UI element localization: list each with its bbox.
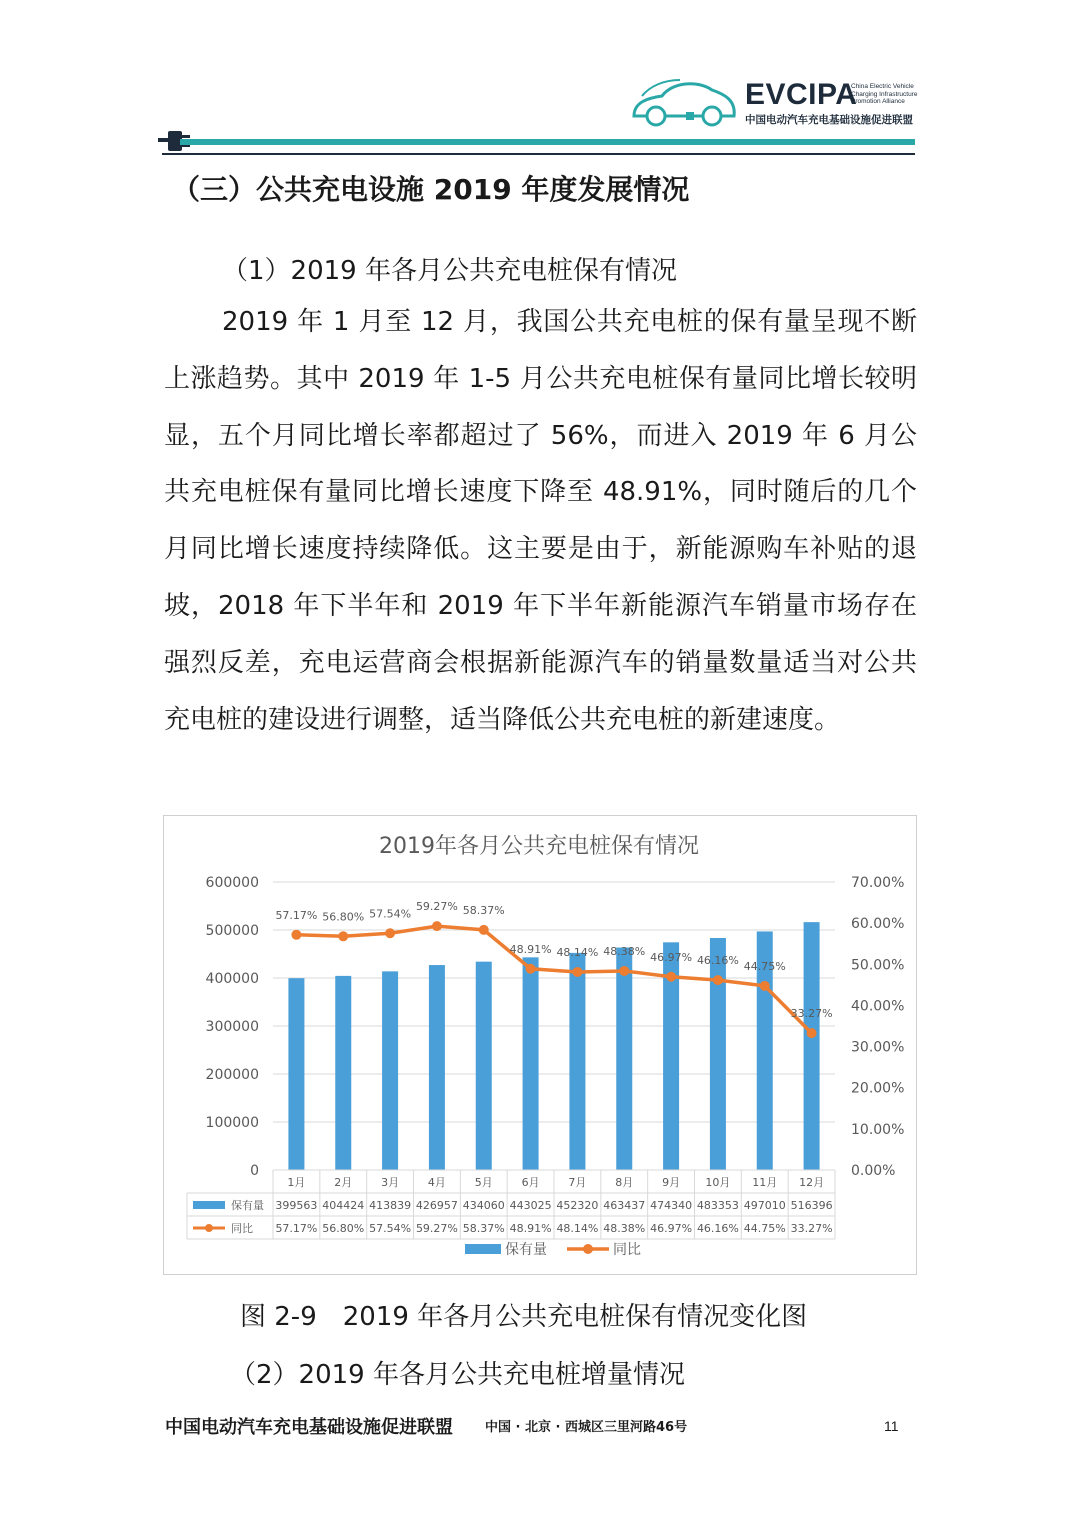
left-axis-tick-label: 100000 bbox=[205, 1115, 259, 1131]
header-teal-bar bbox=[180, 139, 915, 145]
table-cell: 57.54% bbox=[369, 1222, 412, 1235]
logo-english-subtitle: China Electric Vehicle Charging Infrastructure Promotion Alliance bbox=[851, 83, 918, 105]
table-cell: 46.16% bbox=[696, 1222, 739, 1235]
yoy-data-label: 48.14% bbox=[556, 945, 599, 959]
yoy-point bbox=[526, 964, 536, 974]
right-axis-tick-label: 50.00% bbox=[851, 957, 905, 974]
bar bbox=[569, 953, 585, 1170]
legend-key-point bbox=[583, 1244, 593, 1254]
right-axis-tick-label: 0.00% bbox=[851, 1163, 896, 1179]
section-title: （三）公共充电设施 2019 年度发展情况 bbox=[172, 173, 690, 206]
yoy-point bbox=[432, 921, 442, 931]
table-cell: 404424 bbox=[322, 1199, 365, 1212]
category-label: 10月 bbox=[705, 1176, 731, 1189]
bar bbox=[616, 948, 632, 1170]
bar bbox=[335, 976, 351, 1170]
left-axis-tick-label: 300000 bbox=[205, 1019, 259, 1035]
yoy-point bbox=[666, 972, 676, 982]
category-label: 8月 bbox=[615, 1176, 634, 1189]
yoy-point bbox=[807, 1028, 817, 1038]
page-number: 11 bbox=[884, 1418, 899, 1434]
subsection-title-2: （2）2019 年各月公共充电桩增量情况 bbox=[230, 1360, 685, 1390]
logo-chinese-name: 中国电动汽车充电基础设施促进联盟 bbox=[745, 114, 913, 126]
table-cell: 59.27% bbox=[415, 1222, 458, 1235]
yoy-data-label: 48.91% bbox=[509, 942, 552, 956]
yoy-point bbox=[760, 981, 770, 991]
table-cell: 56.80% bbox=[322, 1222, 365, 1235]
figure-caption: 图 2-9 2019 年各月公共充电桩保有情况变化图 bbox=[240, 1302, 808, 1332]
footer-address: 中国 · 北京 · 西城区三里河路46号 bbox=[485, 1420, 688, 1435]
left-axis-tick-label: 200000 bbox=[205, 1067, 259, 1083]
table-cell: 483353 bbox=[696, 1199, 739, 1212]
yoy-point bbox=[713, 975, 723, 985]
category-label: 4月 bbox=[427, 1176, 446, 1189]
table-cell: 443025 bbox=[509, 1199, 552, 1212]
category-label: 9月 bbox=[662, 1176, 681, 1189]
right-axis-tick-label: 20.00% bbox=[851, 1080, 905, 1097]
table-cell: 33.27% bbox=[790, 1222, 833, 1235]
yoy-point bbox=[385, 928, 395, 938]
table-cell: 46.97% bbox=[650, 1222, 693, 1235]
left-axis-tick-label: 500000 bbox=[205, 923, 259, 939]
combo-chart bbox=[163, 815, 915, 1273]
table-cell: 48.14% bbox=[556, 1222, 599, 1235]
yoy-data-label: 48.38% bbox=[603, 944, 646, 958]
yoy-data-label: 59.27% bbox=[415, 900, 458, 914]
footer-organization: 中国电动汽车充电基础设施促进联盟 bbox=[165, 1417, 453, 1438]
category-label: 3月 bbox=[381, 1176, 400, 1189]
yoy-point bbox=[572, 967, 582, 977]
yoy-data-label: 46.16% bbox=[696, 954, 739, 968]
table-cell: 57.17% bbox=[275, 1222, 318, 1235]
yoy-line bbox=[296, 926, 811, 1033]
legend-label: 同比 bbox=[613, 1242, 641, 1258]
yoy-data-label: 33.27% bbox=[790, 1007, 833, 1021]
left-axis-tick-label: 0 bbox=[250, 1163, 259, 1179]
table-row-label: 保有量 bbox=[231, 1199, 264, 1212]
table-row-label: 同比 bbox=[231, 1222, 253, 1235]
table-cell: 48.91% bbox=[509, 1222, 552, 1235]
category-label: 12月 bbox=[799, 1176, 825, 1189]
right-axis-tick-label: 10.00% bbox=[851, 1121, 905, 1138]
table-key-point bbox=[205, 1224, 213, 1232]
table-cell: 413839 bbox=[369, 1199, 412, 1212]
bar bbox=[476, 962, 492, 1170]
yoy-point bbox=[479, 925, 489, 935]
table-cell: 58.37% bbox=[462, 1222, 505, 1235]
yoy-point bbox=[619, 966, 629, 976]
yoy-data-label: 56.80% bbox=[322, 910, 365, 924]
bar bbox=[804, 922, 820, 1170]
legend-label: 保有量 bbox=[505, 1242, 547, 1258]
bar bbox=[382, 971, 398, 1170]
yoy-data-label: 44.75% bbox=[743, 959, 786, 973]
header-rule bbox=[162, 153, 915, 155]
evcipa-car-logo bbox=[628, 72, 740, 130]
subsection-title-1: （1）2019 年各月公共充电桩保有情况 bbox=[222, 256, 677, 286]
table-cell: 474340 bbox=[650, 1199, 693, 1212]
yoy-data-label: 57.17% bbox=[275, 908, 318, 922]
category-label: 5月 bbox=[474, 1176, 493, 1189]
yoy-data-label: 57.54% bbox=[369, 907, 412, 921]
table-cell: 434060 bbox=[462, 1199, 505, 1212]
category-label: 11月 bbox=[752, 1176, 778, 1189]
yoy-data-label: 58.37% bbox=[462, 903, 505, 917]
bar bbox=[288, 978, 304, 1170]
left-axis-tick-label: 600000 bbox=[205, 875, 259, 891]
table-cell: 426957 bbox=[415, 1199, 458, 1212]
table-cell: 463437 bbox=[603, 1199, 646, 1212]
table-key-bar bbox=[193, 1201, 225, 1209]
bar bbox=[710, 938, 726, 1170]
category-label: 1月 bbox=[287, 1176, 306, 1189]
yoy-data-label: 46.97% bbox=[650, 950, 693, 964]
yoy-point bbox=[291, 930, 301, 940]
table-cell: 452320 bbox=[556, 1199, 599, 1212]
right-axis-tick-label: 60.00% bbox=[851, 916, 905, 933]
right-axis-tick-label: 30.00% bbox=[851, 1039, 905, 1056]
bar bbox=[523, 957, 539, 1170]
right-axis-tick-label: 40.00% bbox=[851, 998, 905, 1015]
table-cell: 48.38% bbox=[603, 1222, 646, 1235]
chart-title: 2019年各月公共充电桩保有情况 bbox=[379, 834, 699, 859]
table-cell: 44.75% bbox=[743, 1222, 786, 1235]
table-cell: 497010 bbox=[743, 1199, 786, 1212]
body-paragraph: 2019 年 1 月至 12 月，我国公共充电桩的保有量呈现不断上涨趋势。其中 2019 年 1-5 月公共充电桩保有量同比增长较明显，五个月同比增长率都超过了 56%，而进入 2019 年 6 月公共充电桩保有量同比增长速度下降至 48.91%，同时随后的几个月同比增长速度持续降低。这主要是由于，新能源购车补贴的退坡，2018 年下半年和 2019 年下半年新能源汽车销量市场存在强烈反差，充电运营商会根据新能源汽车的销量数量适当对公共充电桩的建设进行调整，适当降低公共充电桩的新建速度。 bbox=[164, 307, 917, 735]
right-axis-tick-label: 70.00% bbox=[851, 875, 905, 891]
legend-key-bar bbox=[465, 1244, 501, 1254]
left-axis-tick-label: 400000 bbox=[205, 971, 259, 987]
category-label: 6月 bbox=[521, 1176, 540, 1189]
category-label: 2月 bbox=[334, 1176, 353, 1189]
bar bbox=[429, 965, 445, 1170]
table-cell: 399563 bbox=[275, 1199, 318, 1212]
logo-wordmark: EVCIPA bbox=[745, 78, 858, 111]
yoy-point bbox=[338, 931, 348, 941]
table-cell: 516396 bbox=[790, 1199, 833, 1212]
category-label: 7月 bbox=[568, 1176, 587, 1189]
